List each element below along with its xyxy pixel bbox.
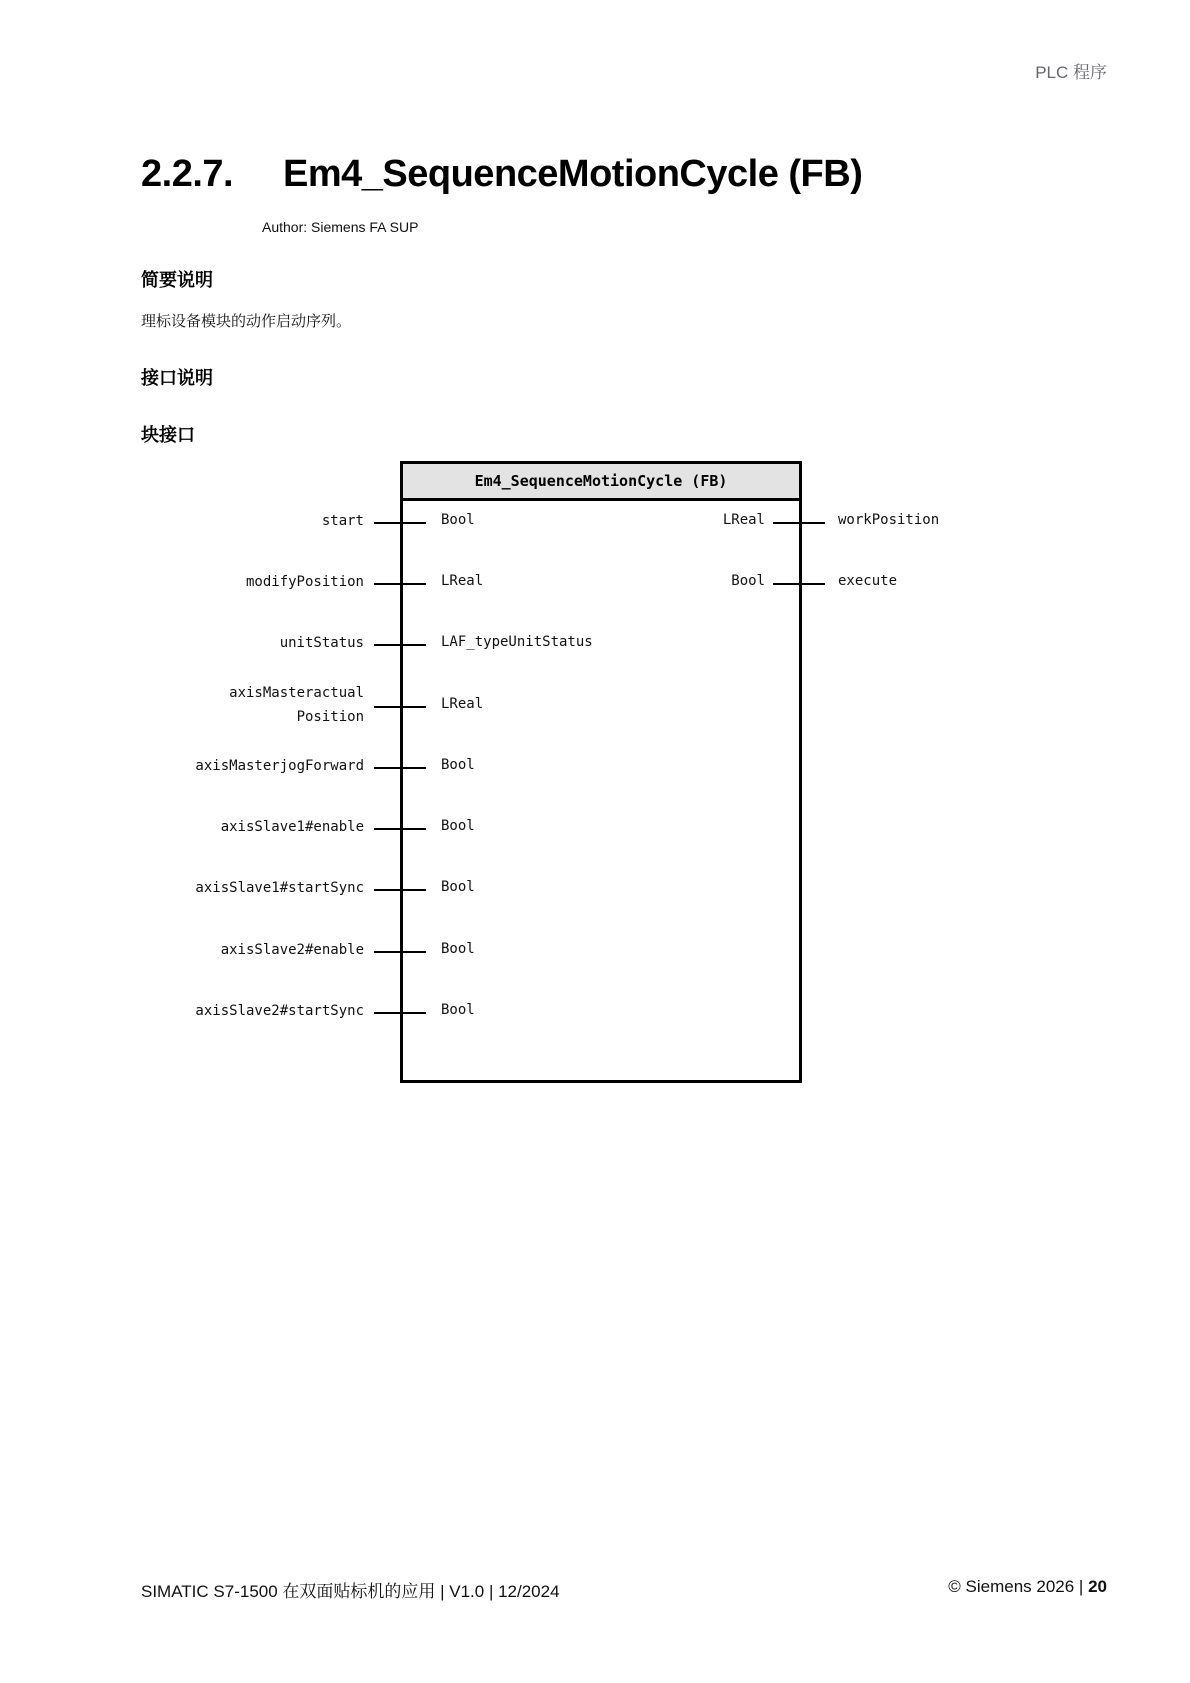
fb-block-title: Em4_SequenceMotionCycle (FB) (403, 464, 799, 501)
block-interface-heading: 块接口 (141, 425, 195, 446)
author-line: Author: Siemens FA SUP (262, 219, 419, 235)
input-pin-name: unitStatus (279, 635, 364, 651)
input-pin-type: Bool (441, 512, 475, 528)
page-title: Em4_SequenceMotionCycle (FB) (283, 153, 863, 195)
input-pin-name: start (321, 513, 364, 529)
input-pin-name-line1: axisMasteractual (229, 685, 364, 701)
input-pin-type: Bool (441, 757, 475, 773)
copyright-text: © Siemens 2026 | (948, 1577, 1089, 1596)
input-pin-connector (374, 889, 426, 891)
input-pin-name-line2: Position (296, 709, 364, 725)
input-pin-type: Bool (441, 1002, 475, 1018)
output-pin-name: workPosition (838, 512, 940, 528)
section-number: 2.2.7. (141, 153, 234, 195)
interface-heading: 接口说明 (141, 368, 213, 389)
input-pin-name: axisSlave1#startSync (195, 880, 364, 896)
input-pin-connector (374, 828, 426, 830)
input-pin-connector (374, 644, 426, 646)
input-pin-connector (374, 951, 426, 953)
footer-doc-info: SIMATIC S7-1500 在双面贴标机的应用 | V1.0 | 12/2024 (141, 1582, 560, 1601)
input-pin-connector (374, 767, 426, 769)
input-pin-type: LReal (441, 696, 484, 712)
running-header: PLC 程序 (1035, 63, 1107, 82)
input-pin-type: LAF_typeUnitStatus (441, 634, 593, 650)
output-pin-connector (773, 522, 825, 524)
input-pin-name: modifyPosition (245, 574, 364, 590)
output-pin-type: LReal (722, 512, 765, 528)
summary-text: 理标设备模块的动作启动序列。 (141, 312, 352, 330)
input-pin-connector (374, 706, 426, 708)
input-pin-type: Bool (441, 879, 475, 895)
input-pin-name: axisSlave1#enable (220, 819, 364, 835)
input-pin-name: axisSlave2#startSync (195, 1003, 364, 1019)
output-pin-type: Bool (731, 573, 765, 589)
input-pin-connector (374, 583, 426, 585)
input-pin-name: axisSlave2#enable (220, 942, 364, 958)
input-pin-type: Bool (441, 941, 475, 957)
summary-heading: 简要说明 (141, 270, 213, 291)
output-pin-name: execute (838, 573, 898, 589)
input-pin-type: Bool (441, 818, 475, 834)
input-pin-connector (374, 522, 426, 524)
footer-copyright (948, 1577, 1107, 1597)
input-pin-type: LReal (441, 573, 484, 589)
input-pin-connector (374, 1012, 426, 1014)
input-pin-name: axisMasterjogForward (195, 758, 364, 774)
page-number: 20 (1088, 1577, 1107, 1596)
output-pin-connector (773, 583, 825, 585)
